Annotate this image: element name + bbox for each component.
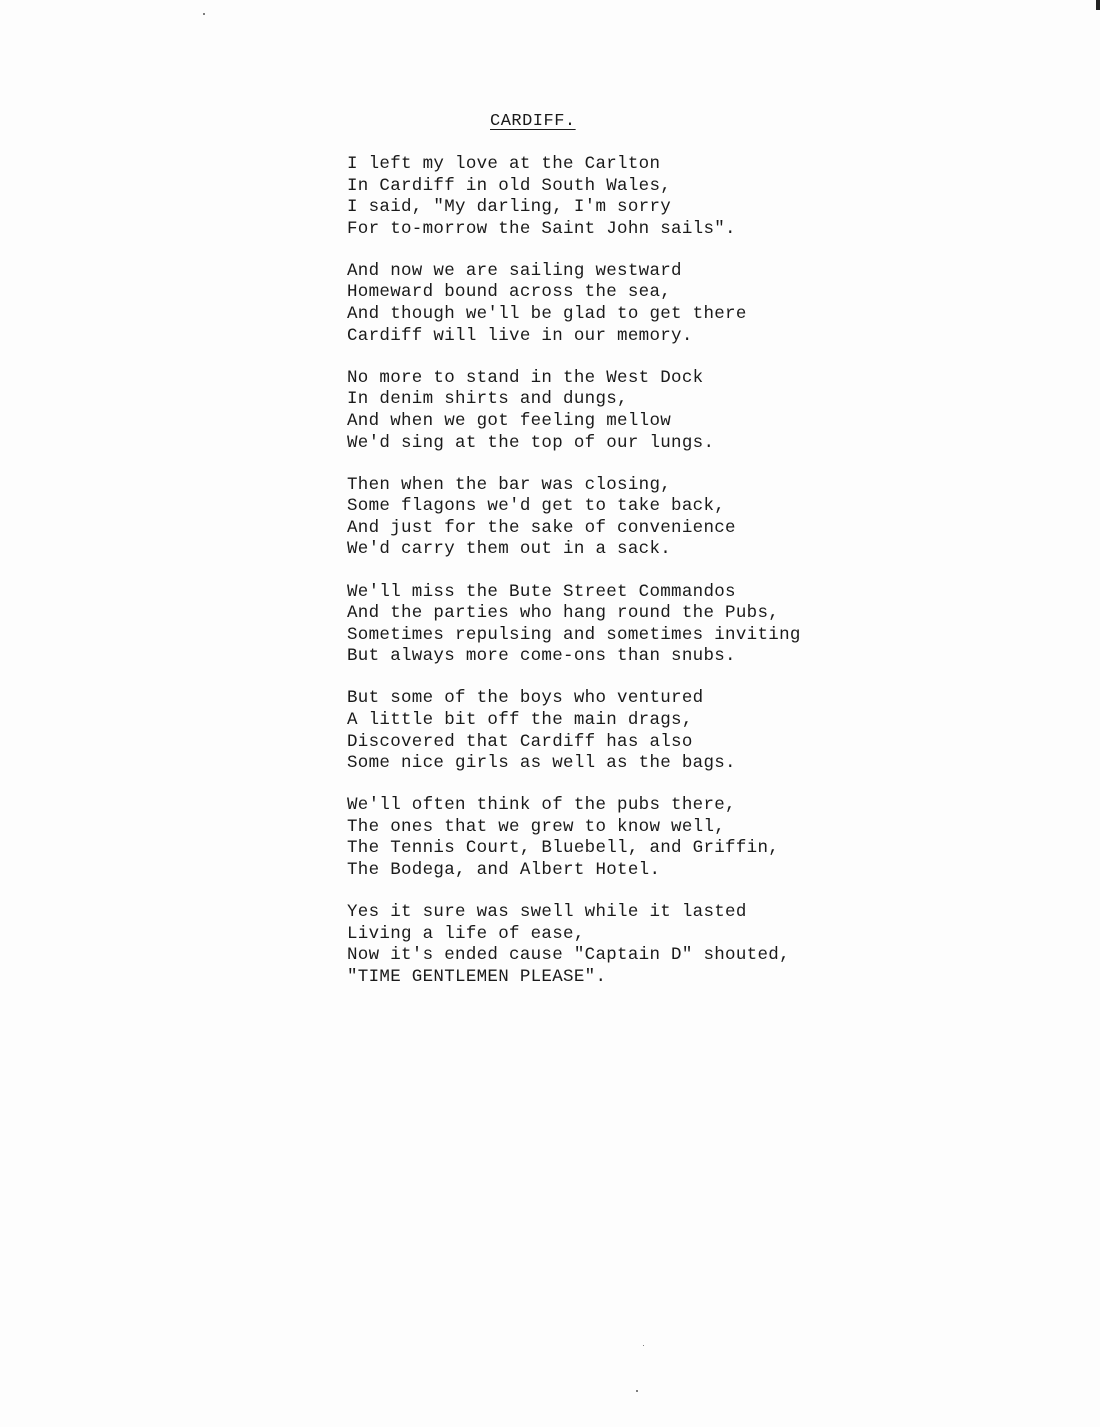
poem-line: And when we got feeling mellow bbox=[347, 410, 672, 431]
poem-line: We'd sing at the top of our lungs. bbox=[347, 432, 715, 453]
poem-line: But some of the boys who ventured bbox=[347, 688, 704, 709]
poem-line: And the parties who hang round the Pubs, bbox=[347, 603, 780, 624]
poem-body bbox=[347, 154, 1067, 1009]
poem-line: And though we'll be glad to get there bbox=[347, 304, 747, 325]
page-edge-mark bbox=[1096, 0, 1100, 10]
paper-speck bbox=[643, 1345, 644, 1346]
poem-line: Then when the bar was closing, bbox=[347, 474, 672, 495]
poem-line: Cardiff will live in our memory. bbox=[347, 325, 693, 346]
poem-line: And now we are sailing westward bbox=[347, 260, 682, 281]
poem-title: CARDIFF. bbox=[490, 112, 576, 131]
poem-line: "TIME GENTLEMEN PLEASE". bbox=[347, 966, 607, 987]
poem-line: The ones that we grew to know well, bbox=[347, 816, 726, 837]
stanza-3 bbox=[347, 368, 1067, 454]
poem-line: And just for the sake of convenience bbox=[347, 517, 736, 538]
stanza-5 bbox=[347, 582, 1067, 668]
poem-line: Homeward bound across the sea, bbox=[347, 282, 672, 303]
poem-line: In denim shirts and dungs, bbox=[347, 389, 628, 410]
poem-line: I left my love at the Carlton bbox=[347, 154, 661, 174]
paper-speck bbox=[203, 13, 205, 15]
poem-line: The Tennis Court, Bluebell, and Griffin, bbox=[347, 838, 780, 859]
poem-line: Now it's ended cause "Captain D" shouted, bbox=[347, 945, 790, 966]
poem-line: The Bodega, and Albert Hotel. bbox=[347, 860, 661, 881]
poem-line: A little bit off the main drags, bbox=[347, 709, 693, 730]
poem-line: In Cardiff in old South Wales, bbox=[347, 175, 672, 196]
poem-line: We'll miss the Bute Street Commandos bbox=[347, 581, 736, 602]
poem-line: Living a life of ease, bbox=[347, 923, 585, 944]
poem-line: Sometimes repulsing and sometimes inviting bbox=[347, 624, 801, 645]
stanza-1 bbox=[347, 154, 1067, 240]
stanza-7 bbox=[347, 795, 1067, 881]
poem-line: No more to stand in the West Dock bbox=[347, 367, 704, 388]
stanza-6 bbox=[347, 688, 1067, 774]
poem-line: Discovered that Cardiff has also bbox=[347, 731, 693, 752]
stanza-8 bbox=[347, 902, 1067, 988]
poem-line: I said, "My darling, I'm sorry bbox=[347, 197, 672, 218]
poem-line: We'd carry them out in a sack. bbox=[347, 539, 672, 560]
poem-line: Some flagons we'd get to take back, bbox=[347, 496, 726, 517]
poem-line: For to-morrow the Saint John sails". bbox=[347, 218, 736, 239]
poem-line: We'll often think of the pubs there, bbox=[347, 795, 736, 816]
poem-line: Some nice girls as well as the bags. bbox=[347, 753, 736, 774]
stanza-2 bbox=[347, 261, 1067, 347]
paper-speck bbox=[636, 1390, 638, 1392]
poem-line: Yes it sure was swell while it lasted bbox=[347, 902, 747, 923]
stanza-4 bbox=[347, 475, 1067, 561]
poem-line: But always more come-ons than snubs. bbox=[347, 646, 736, 667]
